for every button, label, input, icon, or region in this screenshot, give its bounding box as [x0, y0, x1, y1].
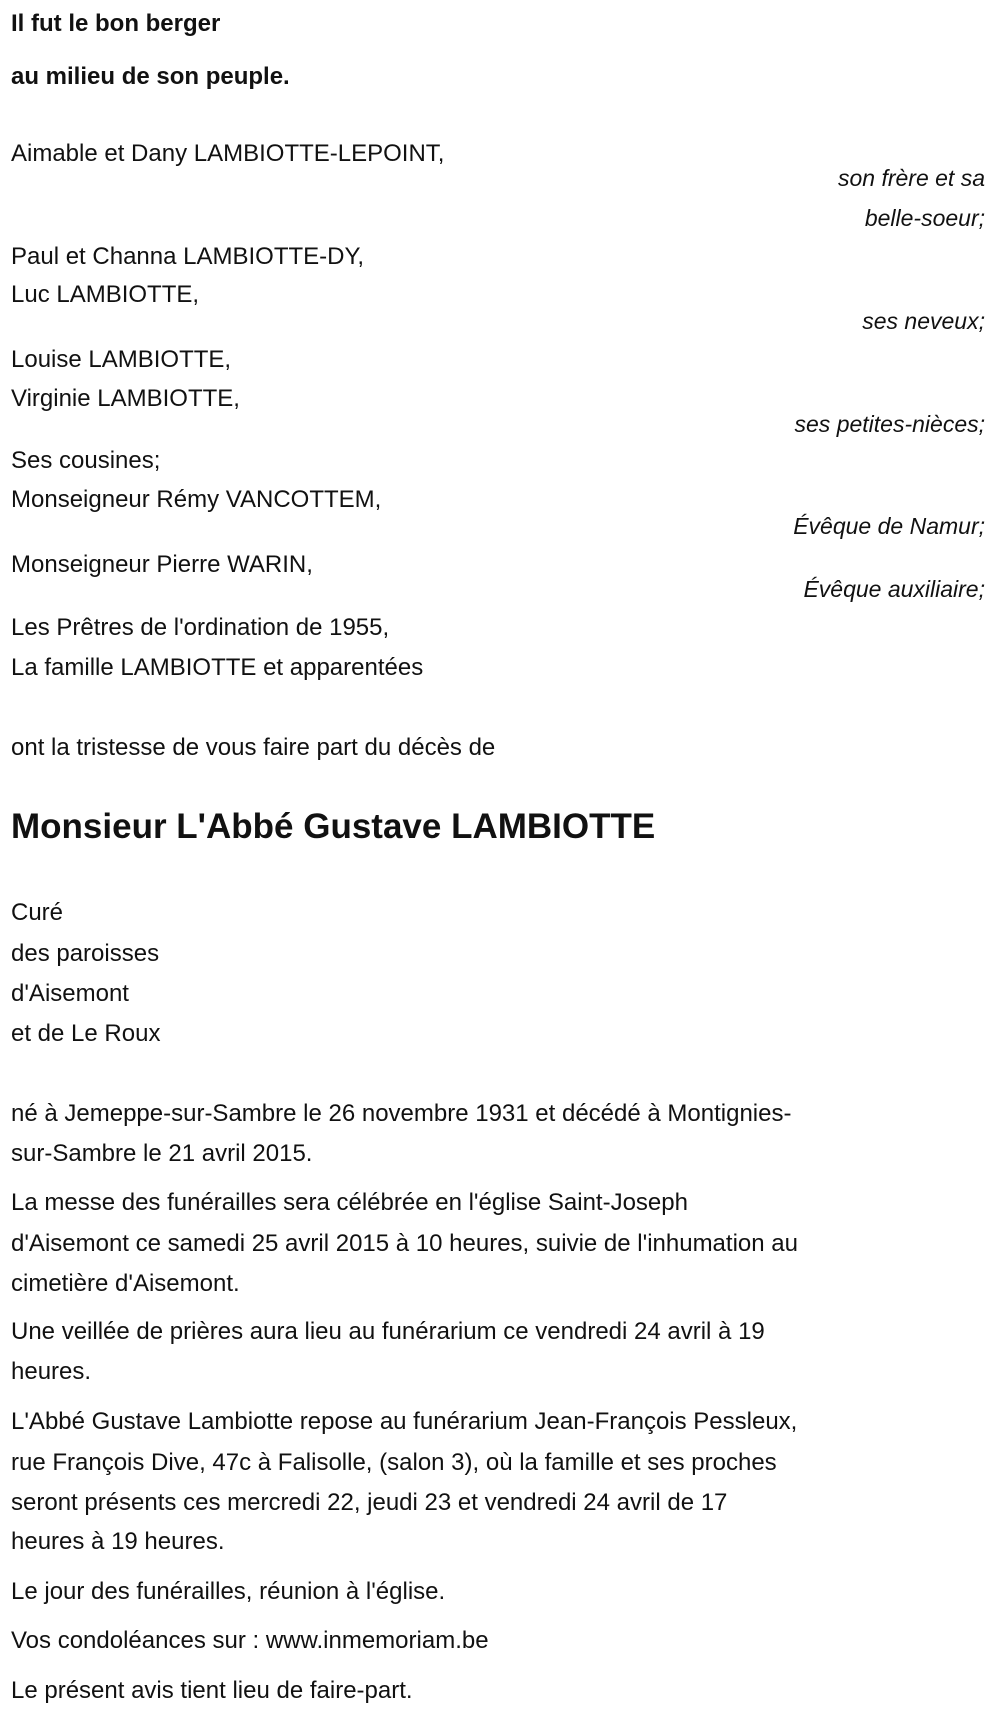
announcement: ont la tristesse de vous faire part du décès de — [11, 734, 496, 761]
family-role: Évêque auxiliaire; — [803, 576, 985, 602]
family-role: Évêque de Namur; — [793, 513, 985, 539]
family-member: Monseigneur Pierre WARIN, — [11, 551, 313, 578]
body-line: rue François Dive, 47c à Falisolle, (salon 3), où la famille et ses proches — [11, 1449, 777, 1476]
body-line: L'Abbé Gustave Lambiotte repose au funérarium Jean-François Pessleux, — [11, 1408, 798, 1435]
deceased-name: Monsieur L'Abbé Gustave LAMBIOTTE — [11, 807, 656, 846]
body-line: La messe des funérailles sera célébrée en l'église Saint-Joseph — [11, 1189, 688, 1216]
body-line: Le jour des funérailles, réunion à l'église. — [11, 1578, 446, 1605]
family-member: Louise LAMBIOTTE, — [11, 346, 232, 373]
family-role: son frère et sa — [837, 165, 985, 191]
family-role: ses neveux; — [862, 308, 985, 334]
title-line: des paroisses — [11, 940, 160, 967]
body-line: heures à 19 heures. — [11, 1528, 225, 1555]
title-line: d'Aisemont — [11, 980, 129, 1007]
family-role: belle-soeur; — [864, 205, 985, 231]
family-member: Ses cousines; — [11, 447, 161, 474]
body-line: Vos condoléances sur : www.inmemoriam.be — [11, 1627, 489, 1654]
family-member: Virginie LAMBIOTTE, — [11, 385, 240, 412]
body-line: Une veillée de prières aura lieu au funérarium ce vendredi 24 avril à 19 — [11, 1318, 765, 1345]
family-member: Monseigneur Rémy VANCOTTEM, — [11, 486, 382, 513]
body-line: Le présent avis tient lieu de faire-part. — [11, 1677, 413, 1704]
epigraph-line: au milieu de son peuple. — [11, 63, 290, 90]
title-line: Curé — [11, 899, 64, 926]
body-line: d'Aisemont ce samedi 25 avril 2015 à 10 heures, suivie de l'inhumation au — [11, 1230, 798, 1257]
body-line: heures. — [11, 1358, 92, 1385]
body-line: sur-Sambre le 21 avril 2015. — [11, 1140, 313, 1167]
family-role: ses petites-nièces; — [794, 411, 985, 437]
body-line: seront présents ces mercredi 22, jeudi 23 et vendredi 24 avril de 17 — [11, 1489, 728, 1516]
family-member: La famille LAMBIOTTE et apparentées — [11, 654, 424, 681]
title-line: et de Le Roux — [11, 1020, 161, 1047]
family-member: Aimable et Dany LAMBIOTTE-LEPOINT, — [11, 140, 445, 167]
body-line: cimetière d'Aisemont. — [11, 1270, 240, 1297]
family-member: Luc LAMBIOTTE, — [11, 281, 200, 308]
family-member: Paul et Channa LAMBIOTTE-DY, — [11, 243, 365, 270]
family-member: Les Prêtres de l'ordination de 1955, — [11, 614, 390, 641]
epigraph-line: Il fut le bon berger — [11, 10, 221, 37]
body-line: né à Jemeppe-sur-Sambre le 26 novembre 1931 et décédé à Montignies- — [11, 1100, 792, 1127]
